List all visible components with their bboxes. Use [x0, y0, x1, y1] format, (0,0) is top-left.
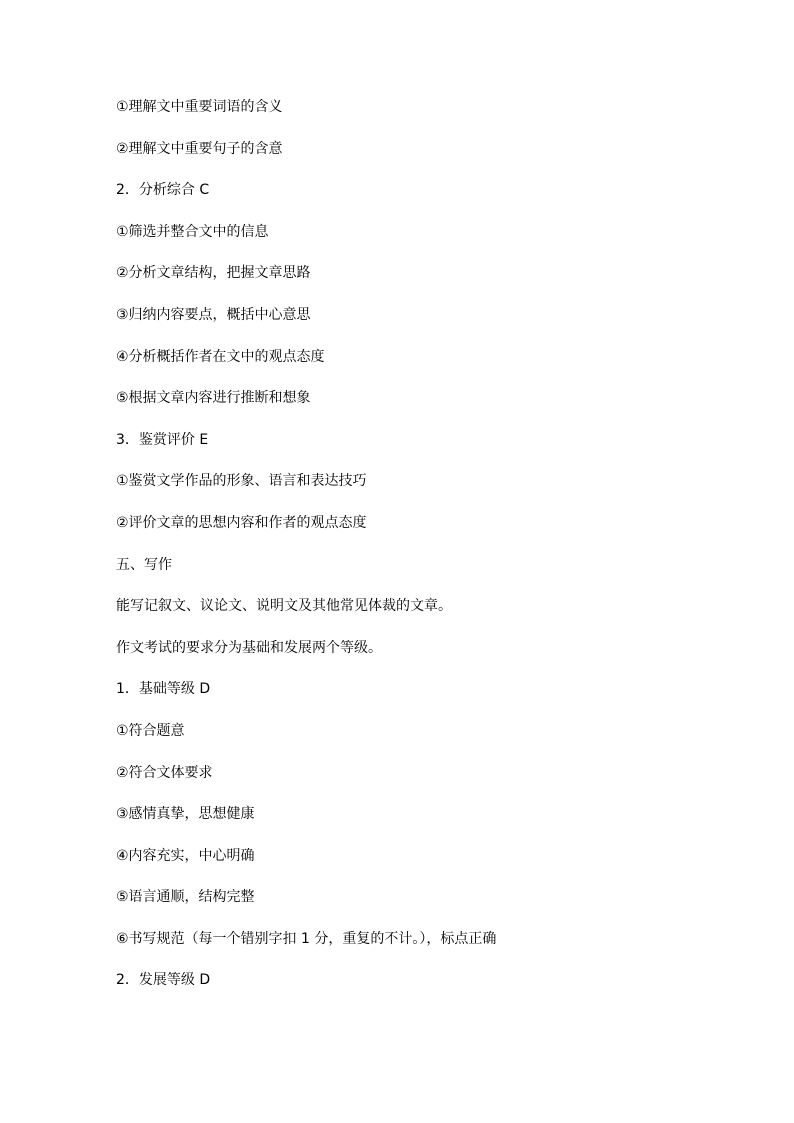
- text-line: ①鉴赏文学作品的形象、语言和表达技巧: [116, 473, 367, 490]
- text-line: ②分析文章结构，把握文章思路: [116, 265, 311, 282]
- text-line: ③感情真挚，思想健康: [116, 806, 255, 823]
- text-line: ②评价文章的思想内容和作者的观点态度: [116, 514, 367, 531]
- text-line: ④内容充实，中心明确: [116, 847, 255, 864]
- section-heading: 1．基础等级 D: [116, 681, 211, 698]
- section-heading: 3．鉴赏评价 E: [116, 431, 209, 448]
- text-line: ⑤语言通顺，结构完整: [116, 889, 255, 906]
- paragraph: 能写记叙文、议论文、说明文及其他常见体裁的文章。: [116, 598, 452, 615]
- document-body: [116, 96, 716, 1011]
- text-line: ②理解文中重要句子的含意: [116, 140, 283, 157]
- chapter-heading: 五、写作: [116, 556, 172, 573]
- text-line: ①筛选并整合文中的信息: [116, 223, 269, 240]
- section-heading: 2．分析综合 C: [116, 182, 210, 199]
- section-heading: 2．发展等级 D: [116, 972, 211, 989]
- text-line: ④分析概括作者在文中的观点态度: [116, 348, 325, 365]
- text-line: ②符合文体要求: [116, 764, 213, 781]
- paragraph: 作文考试的要求分为基础和发展两个等级。: [116, 639, 382, 656]
- text-line: ①符合题意: [116, 722, 185, 739]
- text-line: ⑥书写规范（每一个错别字扣 1 分，重复的不计。），标点正确: [116, 930, 497, 947]
- text-line: ③归纳内容要点，概括中心意思: [116, 306, 311, 323]
- text-line: ①理解文中重要词语的含义: [116, 99, 283, 115]
- text-line: ⑤根据文章内容进行推断和想象: [116, 390, 311, 407]
